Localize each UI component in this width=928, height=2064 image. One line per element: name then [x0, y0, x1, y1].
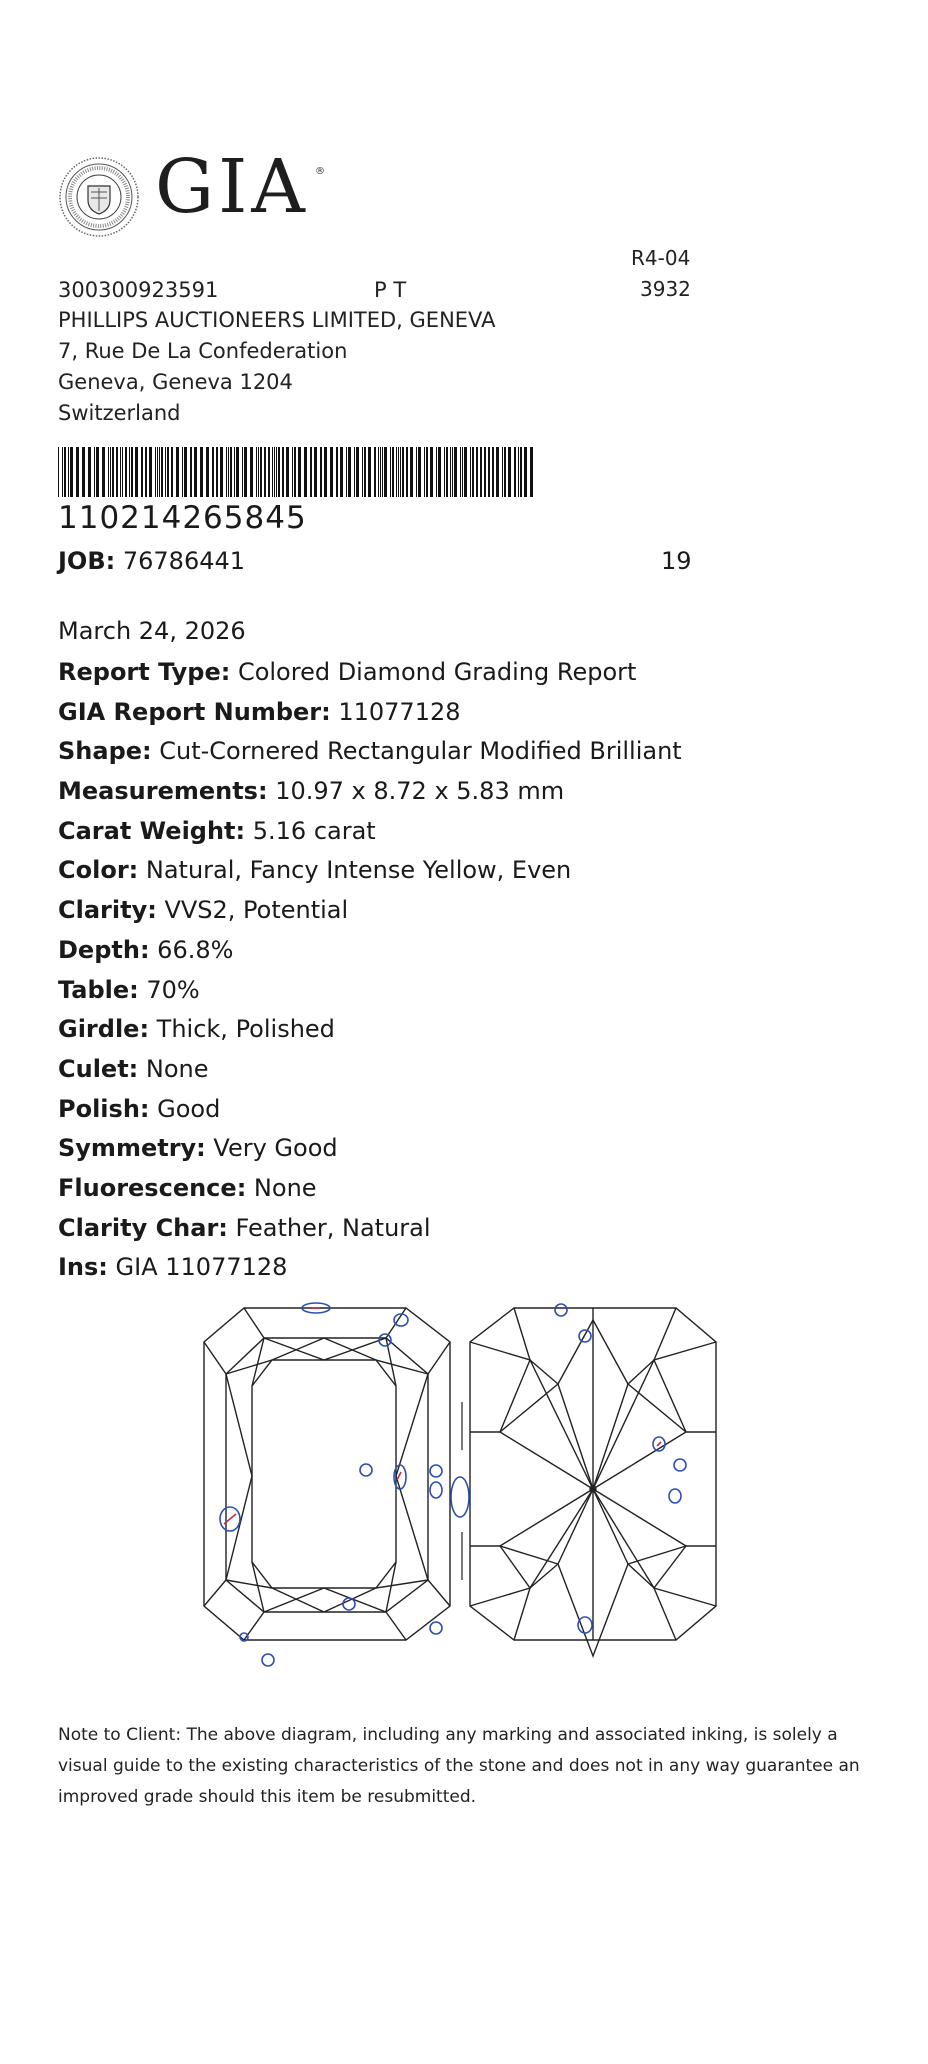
- barcode-bar: [508, 447, 511, 497]
- barcode-bar: [88, 447, 91, 497]
- barcode-bar: [438, 447, 441, 497]
- barcode-bar: [298, 447, 301, 497]
- barcode-bar: [76, 447, 79, 497]
- report-field: [58, 695, 682, 735]
- barcode-bar: [125, 447, 127, 497]
- report-field: [58, 814, 682, 854]
- code-bottom: 3932: [640, 277, 691, 301]
- barcode-bar: [135, 447, 138, 497]
- report-field-value: Natural, Fancy Intense Yellow, Even: [138, 856, 572, 885]
- inclusion-marking: [451, 1477, 469, 1517]
- client-name: PHILLIPS AUCTIONEERS LIMITED, GENEVA: [58, 308, 496, 332]
- client-country: Switzerland: [58, 401, 181, 425]
- barcode-bar: [346, 447, 347, 497]
- inclusion-marking: [360, 1464, 372, 1476]
- job-number: 76786441: [122, 547, 246, 575]
- barcode-bar: [294, 447, 296, 497]
- crown-star-facets: [226, 1338, 428, 1612]
- barcode-bar: [278, 447, 280, 497]
- report-field-label: GIA Report Number:: [58, 697, 331, 726]
- report-field-value: 10.97 x 8.72 x 5.83 mm: [267, 777, 565, 806]
- pavilion-ray-facets: [530, 1360, 654, 1588]
- barcode-bar: [426, 447, 428, 497]
- barcode-bar: [141, 447, 143, 497]
- barcode-bar: [200, 447, 203, 497]
- code-top: R4-04: [631, 246, 691, 270]
- barcode-bar: [314, 447, 317, 497]
- barcode-bar: [362, 447, 363, 497]
- inclusion-marking: [430, 1465, 442, 1477]
- report-field-value: Thick, Polished: [149, 1015, 335, 1044]
- report-field: [58, 774, 682, 814]
- gia-logo-text: GIA: [155, 144, 309, 230]
- report-field-label: Fluorescence:: [58, 1173, 247, 1202]
- barcode-bar: [112, 447, 114, 497]
- barcode-bar: [304, 447, 307, 497]
- report-field: [58, 1250, 682, 1290]
- report-field: [58, 1211, 682, 1251]
- barcode-bar: [220, 447, 223, 497]
- pavilion-view: [470, 1308, 716, 1656]
- barcode-number: 110214265845: [58, 500, 307, 536]
- barcode-bar: [470, 447, 471, 497]
- report-field-label: Symmetry:: [58, 1134, 206, 1163]
- report-field: [58, 1171, 682, 1211]
- report-field-label: Clarity:: [58, 896, 157, 925]
- job-count: 19: [661, 547, 692, 575]
- barcode-bar: [340, 447, 343, 497]
- report-field: [58, 1092, 682, 1132]
- barcode-bar: [226, 447, 227, 497]
- barcode-bar: [450, 447, 451, 497]
- inclusion-marking: [669, 1489, 681, 1503]
- report-field: [58, 734, 682, 774]
- report-field-value: GIA 11077128: [107, 1253, 288, 1282]
- barcode-bar: [96, 447, 99, 497]
- job-label: JOB:: [58, 547, 116, 575]
- barcode-bar: [276, 447, 277, 497]
- barcode-bar: [116, 447, 118, 497]
- report-field-label: Measurements:: [58, 777, 268, 806]
- barcode-bar: [348, 447, 351, 497]
- barcode-bar: [382, 447, 383, 497]
- clarity-plot-diagram: [200, 1300, 740, 1678]
- barcode-bar: [206, 447, 209, 497]
- barcode-bar: [120, 447, 121, 497]
- report-field: [58, 655, 682, 695]
- barcode-bar: [496, 447, 499, 497]
- inclusion-marking: [555, 1304, 567, 1316]
- barcode-bar: [454, 447, 457, 497]
- barcode-bar: [446, 447, 448, 497]
- barcode-bar: [272, 447, 273, 497]
- barcode-bar: [194, 447, 197, 497]
- barcode-bar: [514, 447, 516, 497]
- report-field-value: 5.16 carat: [245, 816, 376, 845]
- barcode-bar: [374, 447, 376, 497]
- report-field-label: Polish:: [58, 1094, 150, 1123]
- barcode-bar: [364, 447, 366, 497]
- barcode-bar: [354, 447, 355, 497]
- barcode-bar: [330, 447, 333, 497]
- pavilion-culet: [590, 1486, 596, 1492]
- barcode-bar: [250, 447, 253, 497]
- pavilion-upper-mains: [514, 1308, 676, 1489]
- pavilion-lower-mains: [514, 1489, 676, 1640]
- report-field-value: 66.8%: [149, 935, 234, 964]
- barcode-bar: [406, 447, 408, 497]
- report-field-value: None: [138, 1054, 209, 1083]
- barcode-bar: [452, 447, 453, 497]
- barcode-bar: [64, 447, 66, 497]
- barcode-bar: [131, 447, 133, 497]
- report-field: [58, 1012, 682, 1052]
- barcode-bar: [368, 447, 371, 497]
- barcode-bar: [216, 447, 218, 497]
- barcode-bar: [102, 447, 105, 497]
- barcode-bar: [236, 447, 239, 497]
- barcode-bar: [171, 447, 173, 497]
- report-field: [58, 1131, 682, 1171]
- inclusion-marking: [430, 1622, 442, 1634]
- report-field-label: Clarity Char:: [58, 1213, 228, 1242]
- barcode-bar: [212, 447, 214, 497]
- barcode-bar: [392, 447, 394, 497]
- barcode-bar: [182, 447, 183, 497]
- barcode-bar: [230, 447, 232, 497]
- report-field: [58, 893, 682, 933]
- barcode-bar: [436, 447, 437, 497]
- barcode-bar: [268, 447, 270, 497]
- barcode-bar: [530, 447, 533, 497]
- barcode-bar: [258, 447, 259, 497]
- barcode: [58, 447, 538, 497]
- report-fields: [58, 655, 682, 1290]
- barcode-bar: [396, 447, 397, 497]
- report-field: [58, 1052, 682, 1092]
- barcode-bar: [398, 447, 399, 497]
- barcode-bar: [122, 447, 123, 497]
- barcode-bar: [264, 447, 266, 497]
- barcode-bar: [520, 447, 522, 497]
- report-field-value: Good: [149, 1094, 221, 1123]
- report-field-value: 11077128: [330, 697, 461, 726]
- barcode-bar: [108, 447, 109, 497]
- report-field-label: Culet:: [58, 1054, 139, 1083]
- barcode-bar: [68, 447, 69, 497]
- client-street: 7, Rue De La Confederation: [58, 339, 348, 363]
- barcode-bar: [286, 447, 289, 497]
- report-field-value: Feather, Natural: [227, 1213, 431, 1242]
- barcode-bar: [462, 447, 463, 497]
- report-field-label: Color:: [58, 856, 139, 885]
- report-field-value: 70%: [138, 975, 200, 1004]
- barcode-bar: [234, 447, 235, 497]
- barcode-bar: [161, 447, 163, 497]
- barcode-bar: [159, 447, 160, 497]
- feather-marking: [657, 1442, 661, 1446]
- report-field-label: Carat Weight:: [58, 816, 246, 845]
- inclusion-marking: [430, 1482, 442, 1498]
- barcode-bar: [256, 447, 257, 497]
- gia-seal-icon: [58, 156, 140, 238]
- barcode-bar: [129, 447, 130, 497]
- barcode-bar: [310, 447, 312, 497]
- barcode-bar: [58, 447, 59, 497]
- report-field-value: Very Good: [205, 1134, 338, 1163]
- barcode-bar: [292, 447, 293, 497]
- barcode-bar: [424, 447, 425, 497]
- inclusion-marking: [262, 1654, 274, 1666]
- report-field-label: Girdle:: [58, 1015, 150, 1044]
- barcode-bar: [282, 447, 284, 497]
- barcode-bar: [320, 447, 322, 497]
- barcode-bar: [110, 447, 111, 497]
- barcode-bar: [155, 447, 156, 497]
- crown-corner-facets: [204, 1308, 450, 1640]
- barcode-bar: [380, 447, 381, 497]
- barcode-bar: [324, 447, 327, 497]
- report-field-value: Colored Diamond Grading Report: [230, 658, 637, 686]
- barcode-bar: [460, 447, 461, 497]
- barcode-bar: [70, 447, 73, 497]
- crown-view: [204, 1308, 450, 1640]
- barcode-bar: [190, 447, 192, 497]
- barcode-bar: [244, 447, 247, 497]
- registered-mark: ®: [315, 166, 325, 177]
- job-line: [58, 547, 245, 575]
- barcode-bar: [484, 447, 486, 497]
- barcode-bar: [384, 447, 387, 497]
- barcode-bar: [62, 447, 63, 497]
- report-field: [58, 973, 682, 1013]
- barcode-bar: [472, 447, 474, 497]
- barcode-bar: [94, 447, 95, 497]
- crown-upper-girdle: [272, 1338, 376, 1612]
- report-field-label: Depth:: [58, 935, 150, 964]
- crown-inner-outline: [226, 1338, 428, 1612]
- report-field-value: VVS2, Potential: [156, 896, 349, 925]
- barcode-bar: [336, 447, 338, 497]
- barcode-bar: [165, 447, 166, 497]
- account-code: P T: [374, 278, 407, 302]
- barcode-bar: [145, 447, 147, 497]
- barcode-bar: [518, 447, 519, 497]
- report-field: [58, 933, 682, 973]
- barcode-bar: [176, 447, 179, 497]
- report-date: March 24, 2026: [58, 617, 246, 645]
- report-field-label: Ins:: [58, 1253, 108, 1282]
- crown-bezel-facets: [226, 1338, 428, 1612]
- crown-table: [252, 1360, 396, 1588]
- barcode-bar: [149, 447, 152, 497]
- barcode-bar: [480, 447, 482, 497]
- report-field: [58, 853, 682, 893]
- barcode-bar: [504, 447, 506, 497]
- barcode-bar: [356, 447, 359, 497]
- crown-outline: [204, 1308, 450, 1640]
- barcode-bar: [430, 447, 433, 497]
- barcode-bar: [400, 447, 401, 497]
- report-field-value: Cut-Cornered Rectangular Modified Brilliant: [151, 737, 682, 766]
- barcode-bar: [260, 447, 262, 497]
- report-field-label: Shape:: [58, 737, 152, 766]
- barcode-bar: [390, 447, 391, 497]
- account-number: 300300923591: [58, 278, 219, 302]
- client-city: Geneva, Geneva 1204: [58, 370, 293, 394]
- report-field-label: Report Type:: [58, 658, 231, 686]
- barcode-bar: [444, 447, 445, 497]
- barcode-bar: [488, 447, 490, 497]
- inclusion-marking: [578, 1617, 592, 1633]
- barcode-bar: [464, 447, 467, 497]
- barcode-bar: [524, 447, 527, 497]
- barcode-bar: [418, 447, 421, 497]
- barcode-bar: [476, 447, 478, 497]
- inclusion-marking: [674, 1459, 686, 1471]
- barcode-bar: [157, 447, 158, 497]
- barcode-bar: [378, 447, 379, 497]
- barcode-bar: [228, 447, 229, 497]
- barcode-bar: [402, 447, 404, 497]
- barcode-bar: [242, 447, 243, 497]
- report-field-value: None: [246, 1173, 317, 1202]
- barcode-bar: [502, 447, 503, 497]
- report-field-label: Table:: [58, 975, 139, 1004]
- note-to-client: Note to Client: The above diagram, including any marking and associated inking, is solely a visual guide to the existing characteristics of the stone and does not in any way guarantee an improved grade should this item be resubmitted.: [58, 1725, 860, 1807]
- barcode-bar: [82, 447, 85, 497]
- barcode-bar: [184, 447, 187, 497]
- barcode-bar: [410, 447, 413, 497]
- barcode-bar: [492, 447, 494, 497]
- barcode-bar: [274, 447, 275, 497]
- barcode-bar: [416, 447, 417, 497]
- barcode-bar: [167, 447, 169, 497]
